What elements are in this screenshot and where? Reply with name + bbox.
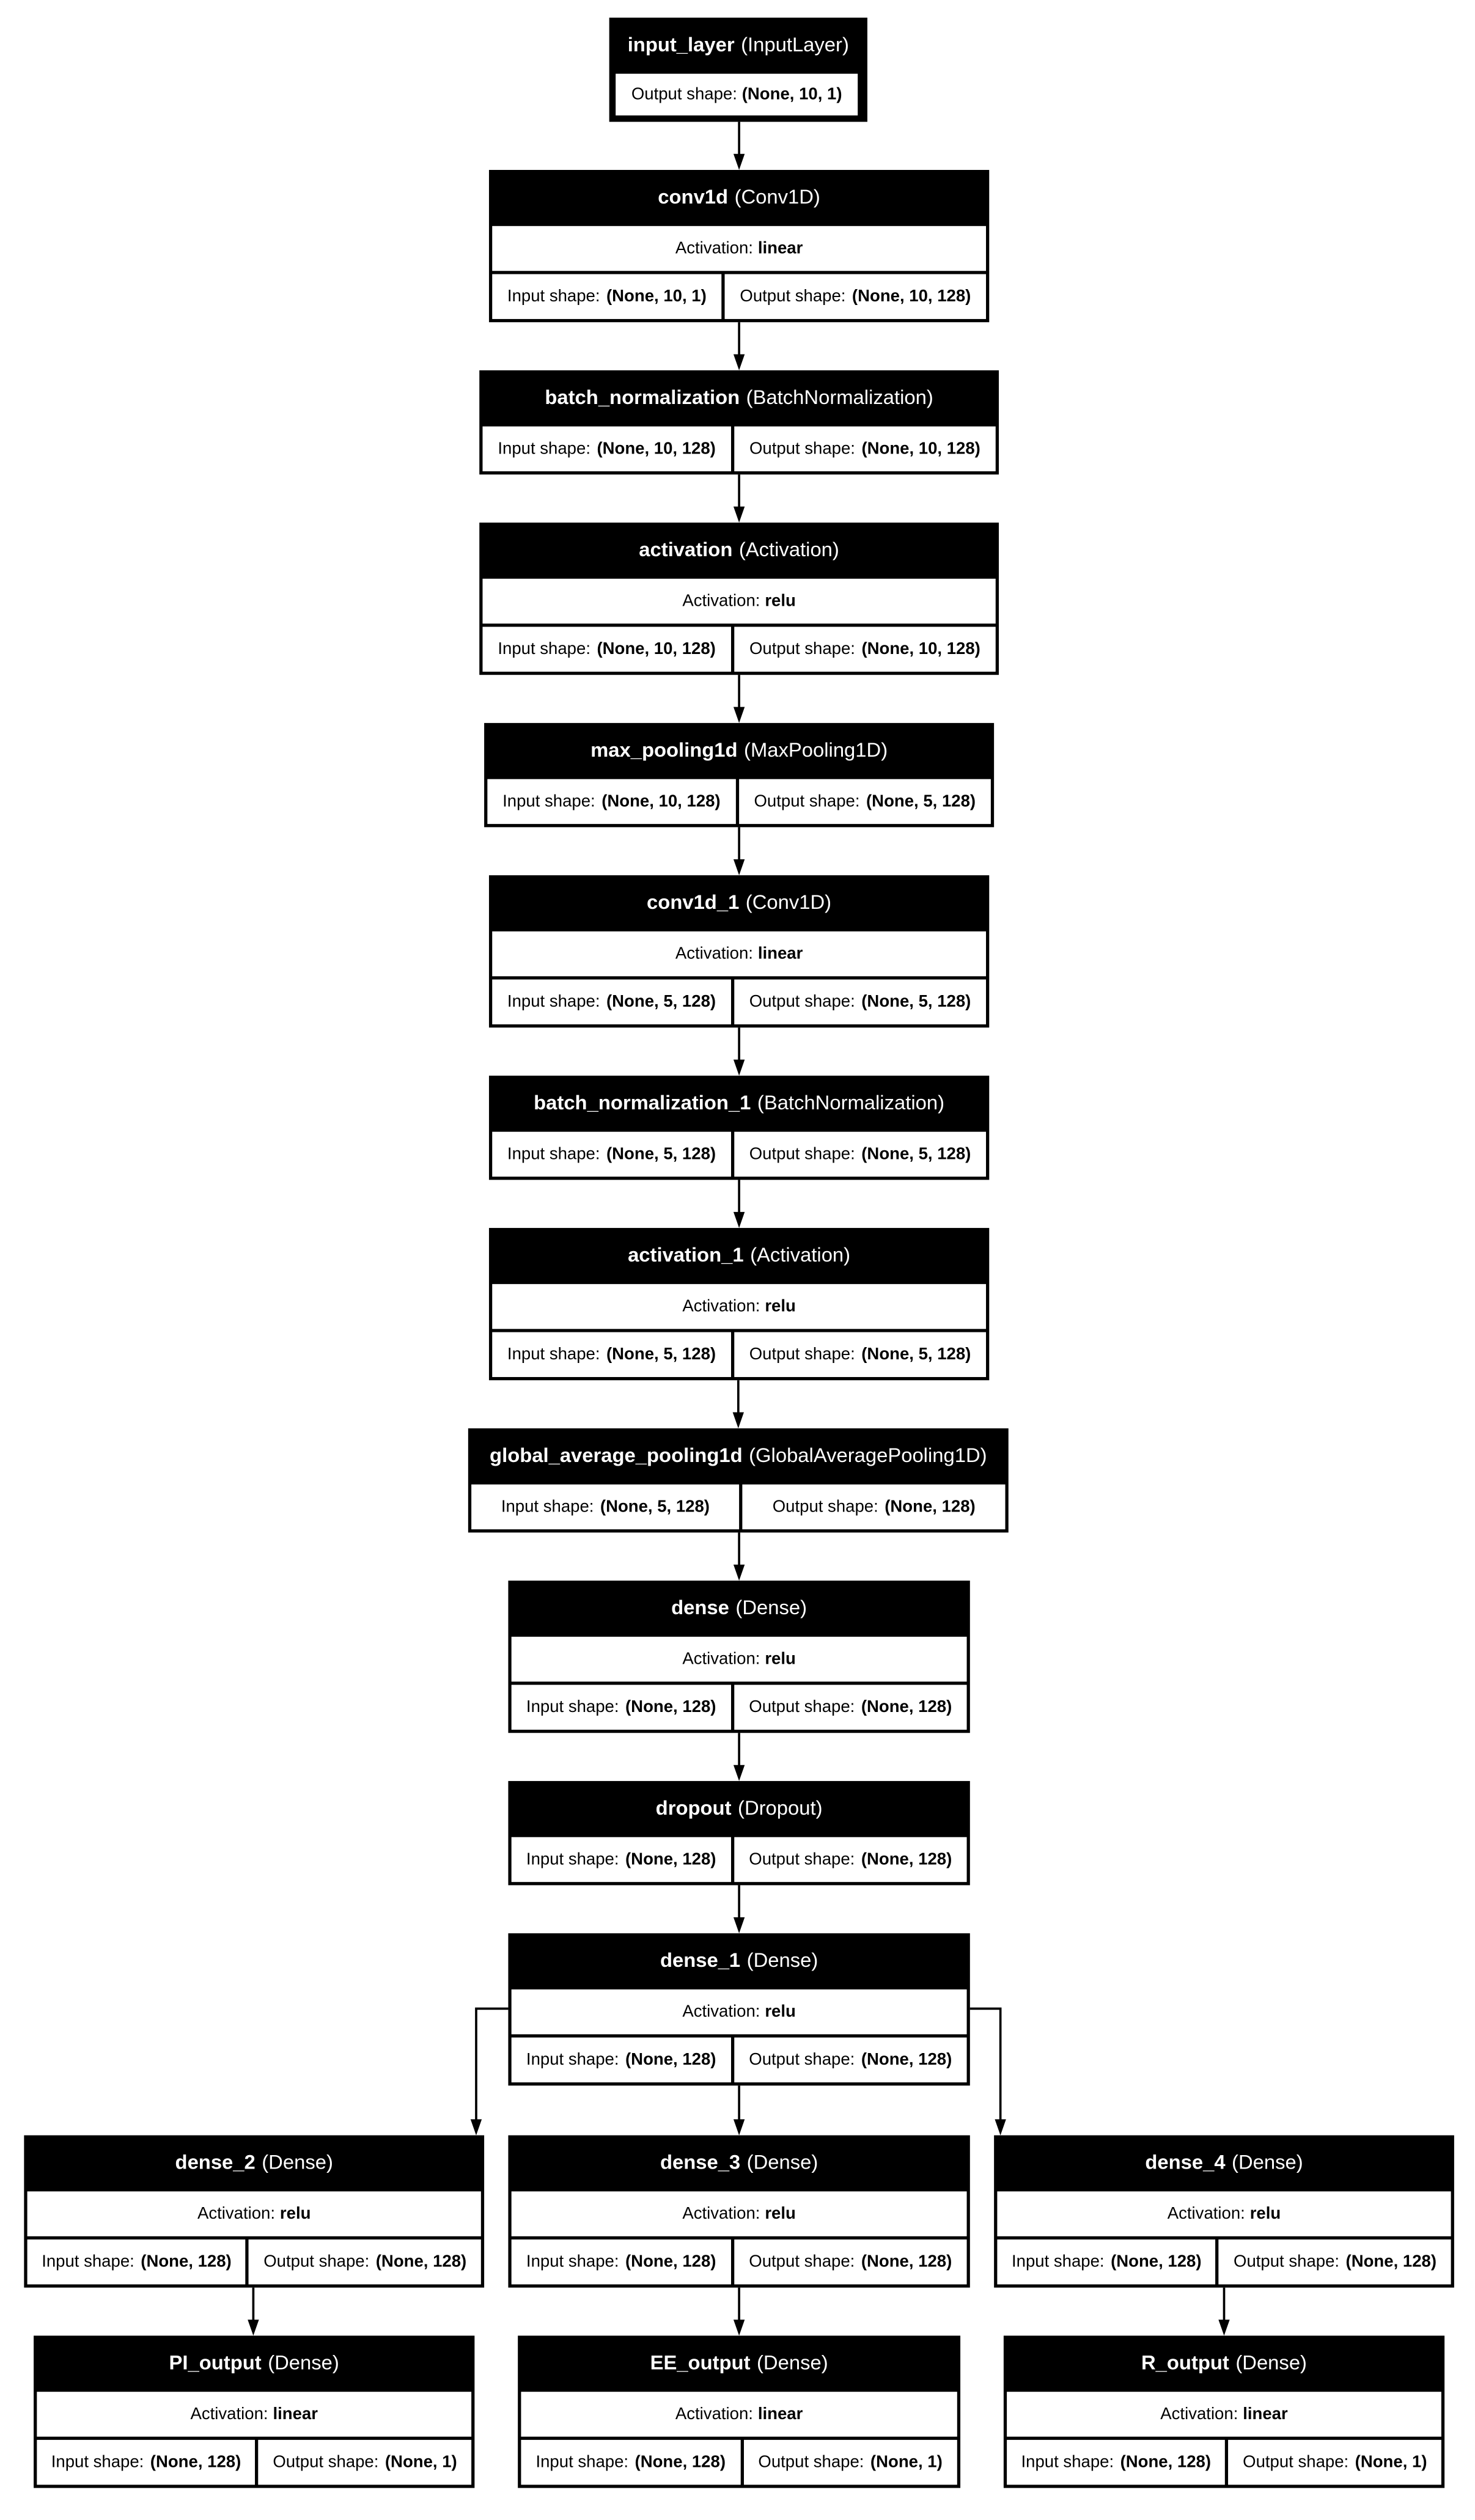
arrowhead-icon xyxy=(733,1412,744,1428)
output-shape-value: (None, 10, 128) xyxy=(852,287,971,306)
layer-node-max-pooling1d xyxy=(484,723,994,827)
input-shape-cell xyxy=(492,980,731,1024)
arrowhead-icon xyxy=(734,1060,745,1076)
activation-row xyxy=(28,2191,481,2236)
input-shape-value: (None, 128) xyxy=(141,2252,232,2272)
layer-name: dense_2 xyxy=(175,2150,256,2173)
layer-type: (Conv1D) xyxy=(734,185,820,208)
activation-label: Activation: xyxy=(675,238,753,259)
output-shape-label: Output shape: xyxy=(273,2452,379,2472)
activation-row xyxy=(512,2191,967,2236)
activation-value: relu xyxy=(765,1296,796,1317)
input-shape-cell xyxy=(482,427,730,471)
input-shape-value: (None, 128) xyxy=(625,2050,716,2070)
activation-label: Activation: xyxy=(682,1296,760,1317)
arrowhead-icon xyxy=(734,2320,745,2335)
output-shape-value: (None, 128) xyxy=(861,1850,952,1870)
output-shape-cell xyxy=(734,1685,967,1730)
layer-node-ee-output xyxy=(518,2335,960,2488)
layer-node-dense-3 xyxy=(508,2136,969,2288)
layer-header xyxy=(492,170,986,223)
layer-name: dense_1 xyxy=(660,1949,741,1971)
input-shape-label: Input shape: xyxy=(526,1850,619,1870)
layer-type: (Dense) xyxy=(1235,2351,1307,2374)
input-shape-cell xyxy=(492,274,721,318)
output-shape-cell xyxy=(743,2440,957,2485)
activation-row xyxy=(492,1284,986,1329)
activation-value: linear xyxy=(757,2404,803,2424)
activation-label: Activation: xyxy=(682,591,760,611)
output-shape-label: Output shape: xyxy=(1234,2252,1340,2272)
output-shape-label: Output shape: xyxy=(758,2452,864,2472)
activation-value: relu xyxy=(765,2204,796,2224)
input-shape-value: (None, 128) xyxy=(150,2452,241,2472)
output-shape-label: Output shape: xyxy=(749,639,855,659)
activation-row xyxy=(512,1989,967,2034)
layer-node-activation-1 xyxy=(489,1228,989,1380)
layer-header xyxy=(512,2136,967,2189)
shapes-row xyxy=(492,1132,986,1177)
input-shape-label: Input shape: xyxy=(507,992,600,1012)
output-shape-cell xyxy=(734,2239,967,2284)
layer-header xyxy=(492,875,986,928)
layer-header xyxy=(1007,2335,1441,2389)
output-shape-label: Output shape: xyxy=(631,85,737,105)
layer-name: global_average_pooling1d xyxy=(490,1443,743,1466)
input-shape-value: (None, 10, 128) xyxy=(597,639,716,659)
input-shape-label: Input shape: xyxy=(526,2050,619,2070)
layer-header xyxy=(482,523,995,576)
layer-node-batch-normalization xyxy=(479,370,999,474)
output-shape-label: Output shape: xyxy=(1243,2452,1349,2472)
output-shape-cell xyxy=(249,2239,481,2284)
shapes-row xyxy=(512,2038,967,2082)
layer-type: (BatchNormalization) xyxy=(757,1090,945,1114)
input-shape-label: Input shape: xyxy=(51,2452,144,2472)
arrowhead-icon xyxy=(734,154,745,170)
layer-name: dense xyxy=(671,1595,729,1618)
edge-line xyxy=(970,2008,1001,2121)
shapes-row xyxy=(512,1685,967,1730)
input-shape-value: (None, 5, 128) xyxy=(600,1497,710,1517)
layer-type: (GlobalAveragePooling1D) xyxy=(749,1443,987,1466)
arrowhead-icon xyxy=(734,1565,745,1581)
input-shape-cell xyxy=(492,1132,731,1177)
input-shape-value: (None, 128) xyxy=(625,1850,716,1870)
input-shape-label: Input shape: xyxy=(535,2452,629,2472)
layer-name: max_pooling1d xyxy=(590,738,738,761)
shapes-row xyxy=(492,1332,986,1377)
layer-node-input-layer xyxy=(609,18,867,122)
layer-header xyxy=(487,723,991,776)
output-shape-value: (None, 5, 128) xyxy=(861,1144,971,1164)
input-shape-value: (None, 10, 1) xyxy=(606,287,707,306)
output-shape-cell xyxy=(734,1837,967,1882)
input-shape-value: (None, 5, 128) xyxy=(606,992,716,1012)
shapes-row xyxy=(492,274,986,318)
activation-value: linear xyxy=(1243,2404,1288,2424)
shapes-row xyxy=(487,779,991,824)
layer-header xyxy=(492,1228,986,1281)
activation-label: Activation: xyxy=(190,2404,268,2424)
input-shape-label: Input shape: xyxy=(526,1697,619,1717)
layer-header xyxy=(612,18,864,71)
output-shape-cell xyxy=(1229,2440,1441,2485)
output-shape-label: Output shape: xyxy=(749,992,855,1012)
layer-header xyxy=(512,1933,967,1986)
arrowhead-icon xyxy=(471,2119,482,2135)
layer-type: (InputLayer) xyxy=(741,32,849,56)
input-shape-cell xyxy=(37,2440,255,2485)
layer-header xyxy=(512,1781,967,1834)
layer-node-r-output xyxy=(1004,2335,1444,2488)
layer-header xyxy=(521,2335,957,2389)
output-shape-cell xyxy=(739,779,991,824)
layer-name: input_layer xyxy=(627,32,735,56)
arrowhead-icon xyxy=(1218,2320,1229,2335)
layer-type: (Dense) xyxy=(746,1949,818,1971)
arrowhead-icon xyxy=(734,354,745,370)
output-shape-value: (None, 10, 128) xyxy=(861,639,980,659)
output-shape-cell xyxy=(743,1485,1005,1529)
activation-label: Activation: xyxy=(1160,2404,1238,2424)
input-shape-label: Input shape: xyxy=(507,1345,600,1365)
activation-value: relu xyxy=(765,1649,796,1669)
activation-row xyxy=(512,1637,967,1681)
output-shape-label: Output shape: xyxy=(749,2252,855,2272)
layer-name: conv1d_1 xyxy=(647,890,740,913)
shapes-row xyxy=(471,1485,1005,1529)
arrowhead-icon xyxy=(248,2320,259,2335)
layer-node-conv1d-1 xyxy=(489,875,989,1027)
output-shape-cell xyxy=(734,2038,967,2082)
shapes-row xyxy=(492,980,986,1024)
shapes-row xyxy=(28,2239,481,2284)
output-shape-value: (None, 10, 128) xyxy=(861,439,980,459)
output-shape-value: (None, 5, 128) xyxy=(861,992,971,1012)
input-shape-label: Input shape: xyxy=(1011,2252,1105,2272)
input-shape-label: Input shape: xyxy=(498,439,590,459)
layer-node-dense-1 xyxy=(508,1933,969,2085)
activation-row xyxy=(997,2191,1451,2236)
input-shape-value: (None, 5, 128) xyxy=(606,1144,716,1164)
input-shape-cell xyxy=(482,627,730,672)
layer-type: (Dense) xyxy=(262,2150,333,2173)
output-shape-value: (None, 128) xyxy=(861,2050,952,2070)
output-shape-value: (None, 128) xyxy=(861,1697,952,1717)
input-shape-label: Input shape: xyxy=(502,792,595,812)
layer-header xyxy=(492,1076,986,1129)
output-shape-label: Output shape: xyxy=(749,1144,855,1164)
activation-row xyxy=(482,579,995,623)
input-shape-value: (None, 128) xyxy=(1120,2452,1212,2472)
shapes-row xyxy=(521,2440,957,2485)
arrowhead-icon xyxy=(734,1917,745,1933)
input-shape-value: (None, 10, 128) xyxy=(597,439,716,459)
shapes-row xyxy=(512,1837,967,1882)
input-shape-value: (None, 10, 128) xyxy=(601,792,721,812)
output-shape-label: Output shape: xyxy=(749,1850,855,1870)
input-shape-cell xyxy=(471,1485,740,1529)
output-shape-value: (None, 10, 1) xyxy=(741,85,842,105)
layer-name: activation_1 xyxy=(628,1243,744,1266)
output-shape-label: Output shape: xyxy=(749,2050,855,2070)
layer-type: (Dropout) xyxy=(738,1796,823,1819)
activation-row xyxy=(1007,2392,1441,2436)
shapes-row xyxy=(512,2239,967,2284)
activation-value: relu xyxy=(765,591,796,611)
layer-type: (Dense) xyxy=(746,2150,818,2173)
layer-type: (Dense) xyxy=(735,1595,807,1618)
activation-row xyxy=(37,2392,471,2436)
layer-name: batch_normalization_1 xyxy=(534,1090,751,1114)
input-shape-label: Input shape: xyxy=(526,2252,619,2272)
arrowhead-icon xyxy=(734,707,745,723)
input-shape-cell xyxy=(492,1332,731,1377)
layer-name: activation xyxy=(639,537,733,560)
layer-name: dense_4 xyxy=(1145,2150,1226,2173)
input-shape-label: Input shape: xyxy=(507,287,600,306)
layer-header xyxy=(471,1428,1005,1482)
input-shape-cell xyxy=(487,779,735,824)
input-shape-label: Input shape: xyxy=(1021,2452,1114,2472)
shapes-row xyxy=(997,2239,1451,2284)
output-shape-cell xyxy=(734,980,986,1024)
layer-name: dropout xyxy=(655,1796,732,1819)
activation-label: Activation: xyxy=(675,944,753,964)
layer-node-activation xyxy=(479,523,999,675)
output-shape-value: (None, 5, 128) xyxy=(861,1345,971,1365)
layer-header xyxy=(37,2335,471,2389)
output-shape-label: Output shape: xyxy=(263,2252,370,2272)
input-shape-value: (None, 128) xyxy=(625,1697,716,1717)
layer-type: (MaxPooling1D) xyxy=(744,738,888,761)
shapes-row xyxy=(482,427,995,471)
input-shape-label: Input shape: xyxy=(507,1144,600,1164)
arrowhead-icon xyxy=(734,859,745,875)
output-shape-cell xyxy=(734,1332,986,1377)
input-shape-label: Input shape: xyxy=(498,639,590,659)
output-shape-value: (None, 1) xyxy=(384,2452,457,2472)
output-shape-value: (None, 128) xyxy=(885,1497,976,1517)
output-shape-cell xyxy=(734,427,996,471)
layer-node-dense-2 xyxy=(24,2136,484,2288)
activation-label: Activation: xyxy=(1167,2204,1245,2224)
input-shape-value: (None, 5, 128) xyxy=(606,1345,716,1365)
input-shape-label: Input shape: xyxy=(42,2252,134,2272)
output-shape-label: Output shape: xyxy=(772,1497,878,1517)
output-shape-cell xyxy=(734,627,996,672)
arrowhead-icon xyxy=(734,507,745,523)
input-shape-value: (None, 128) xyxy=(625,2252,716,2272)
edge-line xyxy=(476,2008,508,2121)
output-shape-label: Output shape: xyxy=(754,792,860,812)
layer-node-dense-4 xyxy=(994,2136,1454,2288)
input-shape-cell xyxy=(512,2038,731,2082)
output-shape-label: Output shape: xyxy=(749,439,855,459)
arrowhead-icon xyxy=(734,1212,745,1228)
output-shape-value: (None, 1) xyxy=(870,2452,943,2472)
layer-type: (Conv1D) xyxy=(745,890,832,913)
activation-value: linear xyxy=(757,944,803,964)
layer-header xyxy=(997,2136,1451,2189)
output-shape-cell xyxy=(725,274,986,318)
output-shape-value: (None, 128) xyxy=(1345,2252,1437,2272)
output-shape-label: Output shape: xyxy=(740,287,846,306)
activation-row xyxy=(492,226,986,271)
layer-type: (Dense) xyxy=(757,2351,828,2374)
shapes-row xyxy=(482,627,995,672)
shapes-row xyxy=(1007,2440,1441,2485)
arrowhead-icon xyxy=(734,2119,745,2135)
activation-label: Activation: xyxy=(675,2404,753,2424)
arrowhead-icon xyxy=(995,2119,1006,2135)
layer-node-dropout xyxy=(508,1781,969,1885)
activation-row xyxy=(492,931,986,976)
input-shape-label: Input shape: xyxy=(501,1497,594,1517)
input-shape-cell xyxy=(521,2440,740,2485)
layer-type: (Dense) xyxy=(1232,2150,1303,2173)
layer-node-dense xyxy=(508,1581,969,1733)
output-shape-label: Output shape: xyxy=(749,1697,855,1717)
activation-row xyxy=(521,2392,957,2436)
layer-type: (Activation) xyxy=(750,1243,851,1266)
output-shape-cell xyxy=(259,2440,471,2485)
activation-value: relu xyxy=(1249,2204,1281,2224)
output-shape-row xyxy=(616,74,858,116)
layer-name: R_output xyxy=(1141,2351,1229,2374)
activation-value: relu xyxy=(279,2204,311,2224)
output-shape-cell xyxy=(1219,2239,1451,2284)
activation-label: Activation: xyxy=(197,2204,276,2224)
input-shape-value: (None, 128) xyxy=(635,2452,726,2472)
activation-value: linear xyxy=(273,2404,318,2424)
layer-node-global-average-pooling1d xyxy=(468,1428,1009,1532)
activation-value: linear xyxy=(757,238,803,259)
layer-name: dense_3 xyxy=(660,2150,741,2173)
arrowhead-icon xyxy=(734,1765,745,1781)
layer-name: batch_normalization xyxy=(545,385,740,408)
output-shape-value: (None, 128) xyxy=(861,2252,952,2272)
input-shape-cell xyxy=(512,1837,731,1882)
activation-label: Activation: xyxy=(682,2204,760,2224)
layer-type: (Dense) xyxy=(268,2351,339,2374)
layer-node-batch-normalization-1 xyxy=(489,1076,989,1180)
layer-header xyxy=(512,1581,967,1634)
input-shape-value: (None, 128) xyxy=(1111,2252,1202,2272)
input-shape-cell xyxy=(512,1685,731,1730)
activation-value: relu xyxy=(765,2002,796,2022)
layer-header xyxy=(482,370,995,424)
input-shape-cell xyxy=(512,2239,731,2284)
layer-header xyxy=(28,2136,481,2189)
input-shape-cell xyxy=(997,2239,1216,2284)
activation-label: Activation: xyxy=(682,1649,760,1669)
output-shape-label: Output shape: xyxy=(749,1345,855,1365)
layer-node-conv1d xyxy=(489,170,989,322)
shapes-row xyxy=(37,2440,471,2485)
output-shape-value: (None, 1) xyxy=(1355,2452,1427,2472)
input-shape-cell xyxy=(1007,2440,1225,2485)
layer-type: (Activation) xyxy=(738,537,839,560)
input-shape-cell xyxy=(28,2239,246,2284)
output-shape-value: (None, 5, 128) xyxy=(866,792,976,812)
layer-name: PI_output xyxy=(169,2351,262,2374)
layer-name: conv1d xyxy=(658,185,729,208)
output-shape-cell xyxy=(734,1132,986,1177)
output-shape-value: (None, 128) xyxy=(375,2252,467,2272)
layer-node-pi-output xyxy=(34,2335,474,2488)
layer-name: EE_output xyxy=(650,2351,751,2374)
layer-type: (BatchNormalization) xyxy=(746,385,933,408)
activation-label: Activation: xyxy=(682,2002,760,2022)
